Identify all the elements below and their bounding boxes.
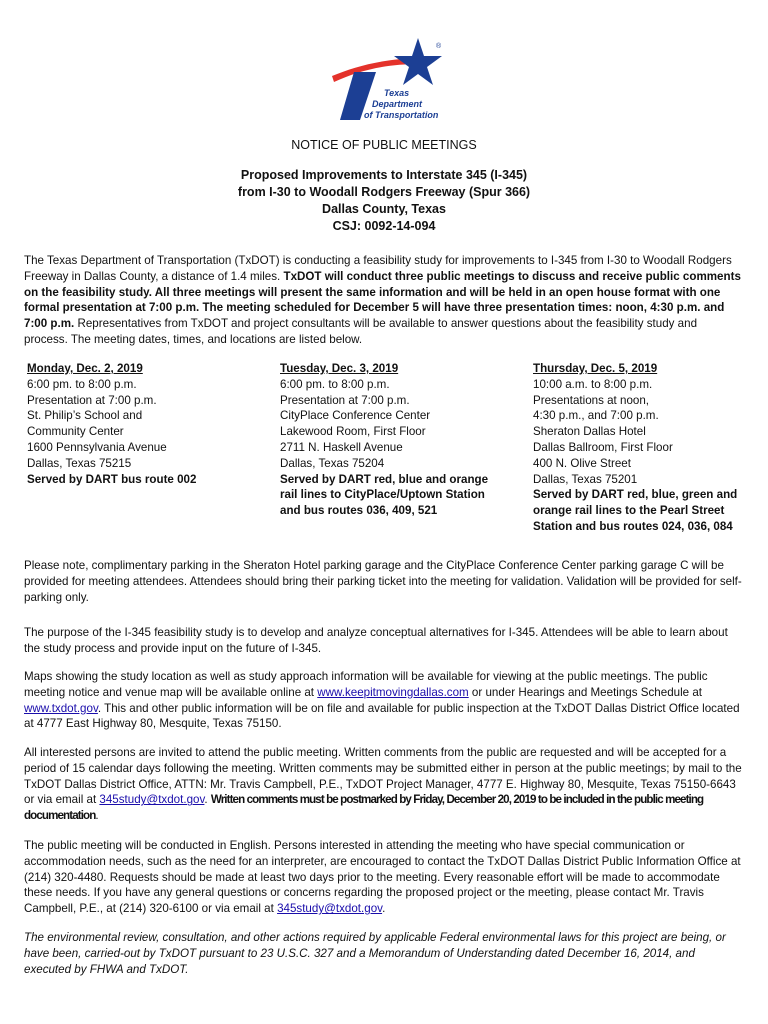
subheading-line3: Dallas County, Texas bbox=[322, 202, 446, 216]
environmental-paragraph: The environmental review, consultation, and other actions required by applicable Federal environmental laws for this project are being, or have been, carried-out by TxDOT pursuant to 23 U.S.C. 327 and a Memorandum of Understanding dated December 16, 2014, and executed by FHWA and TxDOT. bbox=[24, 931, 726, 976]
accessibility-text-2: . bbox=[382, 902, 386, 916]
intro-bold: TxDOT will conduct three public meetings to discuss and receive public comments on the feasibility study. All three meetings will present the same information and will be held in an open house format with one formal presentation at 7:00 p.m. The meeting scheduled for December 5 will have three presentation times: noon, 4:30 p.m. and 7:00 p.m. bbox=[24, 269, 741, 331]
intro-text-2: Representatives from TxDOT and project consultants will be available to answer questions about the feasibility study and process. The meeting dates, times, and locations are listed below. bbox=[24, 317, 698, 346]
meeting-line: 6:00 pm. to 8:00 p.m. bbox=[27, 377, 137, 391]
keepitmovingdallas-link[interactable]: www.keepitmovingdallas.com bbox=[317, 685, 469, 699]
meeting-line: Dallas, Texas 75201 bbox=[533, 472, 638, 486]
logo-registered: ® bbox=[436, 43, 442, 50]
accessibility-text-1: The public meeting will be conducted in English. Persons interested in attending the meeting who have special communication or accommodation needs, such as the need for an interpreter, are encouraged to contact the TxDOT Dallas District Public Information Office at (214) 320-4480. Requests should be made at least two days prior to the meeting. Every reasonable effort will be made to accommodate these needs. If you have any general questions or concerns regarding the proposed project or the meeting, please contact Mr. Travis Campbell, P.E., at (214) 320-6100 or via email at bbox=[24, 839, 741, 916]
meeting-transit: Served by DART bus route 002 bbox=[27, 472, 197, 486]
meeting-column-2 bbox=[280, 361, 498, 519]
meeting-column-3 bbox=[533, 361, 745, 535]
txdot-logo bbox=[326, 36, 442, 128]
meeting-transit: Served by DART red, blue, green and orange rail lines to the Pearl Street Station and bus routes 024, 036, 084 bbox=[533, 488, 738, 533]
meeting-line: 4:30 p.m., and 7:00 p.m. bbox=[533, 409, 659, 423]
accessibility-paragraph bbox=[24, 838, 742, 917]
meeting-line: CityPlace Conference Center bbox=[280, 409, 431, 423]
meeting-line: 1600 Pennsylvania Avenue bbox=[27, 440, 167, 454]
comments-text-3: . bbox=[95, 809, 99, 823]
maps-text-1: Maps showing the study location as well as study approach information will be available for viewing at the public meetings. The public meeting notice and venue map will be available online at bbox=[24, 670, 708, 699]
comments-paragraph bbox=[24, 745, 742, 824]
parking-paragraph: Please note, complimentary parking in the Sheraton Hotel parking garage and the CityPlace Conference Center parking garage C will be provided for meeting attendees. Attendees should bring their parking ticket into the meeting for validation. Validation will be provided for self-parking only. bbox=[24, 559, 742, 604]
maps-paragraph bbox=[24, 669, 742, 732]
meeting-column-1 bbox=[27, 361, 249, 487]
txdot-link[interactable]: www.txdot.gov bbox=[24, 701, 98, 715]
meeting-line: Dallas Ballroom, First Floor bbox=[533, 440, 673, 454]
meeting-line: St. Philip’s School and bbox=[27, 409, 143, 423]
comments-text-1: All interested persons are invited to attend the public meeting. Written comments from the public are requested and will be accepted for a period of 15 calendar days following the meeting. Written comments may be submitted either in person at the public meetings; by mail to the TxDOT Dallas District Office, ATTN: Mr. Travis Campbell, P.E., TxDOT Project Manager, 4777 E. Highway 80, Mesquite, Texas 75150-6643 or via email at bbox=[24, 746, 742, 807]
meeting-line: Community Center bbox=[27, 425, 124, 439]
subheading-line2: from I-30 to Woodall Rodgers Freeway (Spur 366) bbox=[237, 185, 531, 199]
meeting-date: Thursday, Dec. 5, 2019 bbox=[533, 362, 658, 375]
logo-line1: Texas bbox=[384, 88, 410, 98]
meeting-line: 6:00 pm. to 8:00 p.m. bbox=[280, 377, 390, 391]
meeting-transit: Served by DART red, blue and orange rail lines to CityPlace/Uptown Station and bus routes 036, 409, 521 bbox=[280, 472, 489, 518]
meeting-date: Tuesday, Dec. 3, 2019 bbox=[280, 362, 399, 375]
subheading bbox=[0, 167, 768, 235]
intro-paragraph bbox=[24, 253, 742, 348]
meeting-line: Presentation at 7:00 p.m. bbox=[27, 393, 157, 407]
intro-text-1: The Texas Department of Transportation (TxDOT) is conducting a feasibility study for improvements to I-345 from I-30 to Woodall Rodgers Freeway in Dallas County, a distance of 1.4 miles. bbox=[24, 254, 732, 283]
subheading-line1: Proposed Improvements to Interstate 345 (I-345) bbox=[240, 168, 528, 182]
notice-title: NOTICE OF PUBLIC MEETINGS bbox=[291, 138, 477, 152]
purpose-paragraph: The purpose of the I-345 feasibility study is to develop and analyze conceptual alternatives for I-345. Attendees will be able to learn about the study process and provide input on the future of I-345. bbox=[24, 626, 728, 655]
meeting-line: 400 N. Olive Street bbox=[533, 456, 631, 470]
meeting-line: Dallas, Texas 75204 bbox=[280, 456, 385, 470]
meeting-line: Dallas, Texas 75215 bbox=[27, 456, 132, 470]
meeting-date: Monday, Dec. 2, 2019 bbox=[27, 362, 143, 375]
meeting-line: Sheraton Dallas Hotel bbox=[533, 425, 646, 439]
subheading-line4: CSJ: 0092-14-094 bbox=[332, 219, 436, 233]
email-link[interactable]: 345study@txdot.gov bbox=[277, 902, 383, 916]
email-link[interactable]: 345study@txdot.gov bbox=[99, 793, 205, 807]
meeting-line: 2711 N. Haskell Avenue bbox=[280, 440, 403, 454]
maps-text-2: or under Hearings and Meetings Schedule at bbox=[468, 685, 703, 699]
meeting-line: Presentation at 7:00 p.m. bbox=[280, 393, 410, 407]
meeting-line: Presentations at noon, bbox=[533, 393, 650, 407]
meeting-line: 10:00 a.m. to 8:00 p.m. bbox=[533, 377, 653, 391]
logo-line2: Department bbox=[372, 99, 423, 109]
logo-line3: of Transportation bbox=[364, 110, 439, 120]
meeting-line: Lakewood Room, First Floor bbox=[280, 425, 426, 439]
comments-text-2: . bbox=[204, 793, 211, 807]
maps-text-3: . This and other public information will be on file and available for public inspection at the TxDOT Dallas District Office located at 4777 East Highway 80, Mesquite, Texas 75150. bbox=[24, 701, 740, 731]
comments-deadline: Written comments must be postmarked by Friday, December 20, 2019 to be included in the public meeting documentation bbox=[24, 793, 704, 823]
